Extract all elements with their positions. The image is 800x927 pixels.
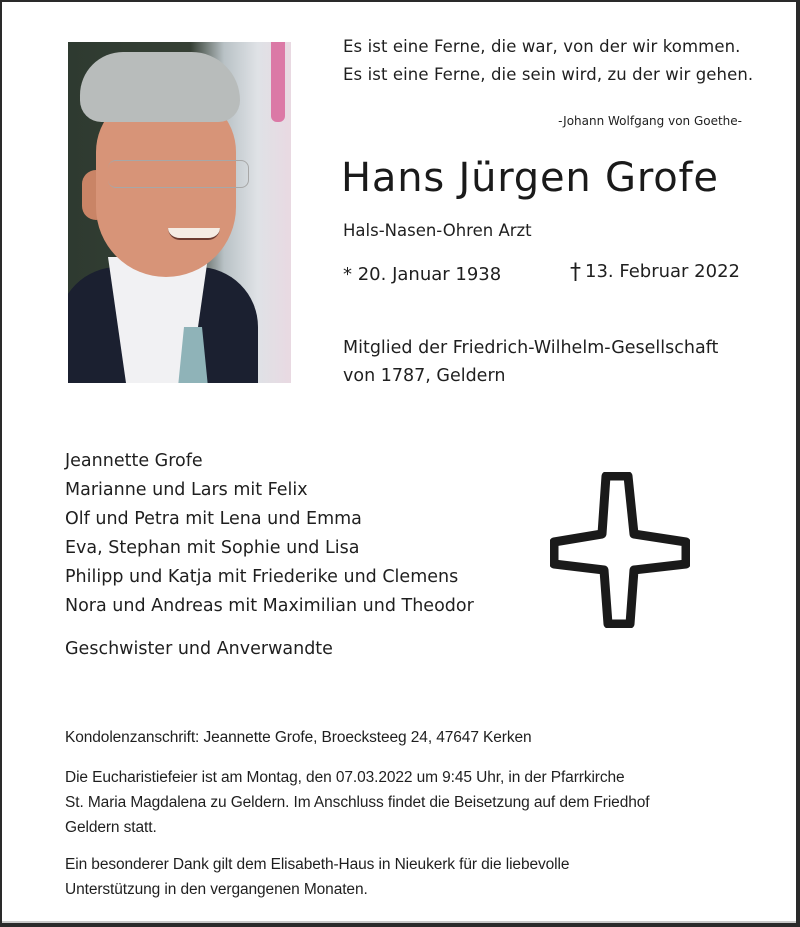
family-member: Philipp und Katja mit Friederike und Clemens: [65, 567, 459, 587]
relatives-line: Geschwister und Anverwandte: [65, 639, 333, 659]
family-member: Eva, Stephan mit Sophie und Lisa: [65, 538, 360, 558]
family-member: Nora und Andreas mit Maximilian und Theodor: [65, 596, 474, 616]
quote-line-1: Es ist eine Ferne, die war, von der wir kommen.: [343, 37, 741, 56]
quote-line-2: Es ist eine Ferne, die sein wird, zu der wir gehen.: [343, 65, 754, 84]
family-member: Jeannette Grofe: [65, 451, 203, 471]
service-info-line-2: St. Maria Magdalena zu Geldern. Im Anschluss findet die Beisetzung auf dem Friedhof: [65, 794, 650, 811]
service-info-line-1: Die Eucharistiefeier ist am Montag, den 07.03.2022 um 9:45 Uhr, in der Pfarrkirche: [65, 769, 625, 786]
hair-shape: [80, 52, 240, 122]
thanks-line-1: Ein besonderer Dank gilt dem Elisabeth-Haus in Nieukerk für die liebevolle: [65, 856, 570, 873]
family-member: Marianne und Lars mit Felix: [65, 480, 308, 500]
thanks-line-2: Unterstützung in den vergangenen Monaten.: [65, 881, 368, 898]
quote-author: -Johann Wolfgang von Goethe-: [558, 114, 742, 128]
smile-shape: [168, 228, 220, 240]
family-list: [65, 450, 474, 624]
death-cross-icon: †: [570, 260, 581, 285]
birth-date: * 20. Januar 1938: [343, 264, 502, 285]
death-date: 13. Februar 2022: [585, 261, 740, 282]
condolence-address: Kondolenzanschrift: Jeannette Grofe, Broecksteeg 24, 47647 Kerken: [65, 729, 532, 746]
background-ribbon: [271, 42, 285, 122]
membership-line-1: Mitglied der Friedrich-Wilhelm-Gesellschaft: [343, 338, 719, 358]
cross-icon: [550, 472, 690, 628]
portrait-photo: [68, 42, 291, 383]
family-member: Olf und Petra mit Lena und Emma: [65, 509, 362, 529]
deceased-name: Hans Jürgen Grofe: [341, 155, 719, 201]
profession: Hals-Nasen-Ohren Arzt: [343, 221, 532, 240]
death-date-row: [570, 260, 740, 285]
service-info-line-3: Geldern statt.: [65, 819, 157, 836]
glasses-shape: [108, 160, 249, 188]
membership-line-2: von 1787, Geldern: [343, 366, 506, 386]
